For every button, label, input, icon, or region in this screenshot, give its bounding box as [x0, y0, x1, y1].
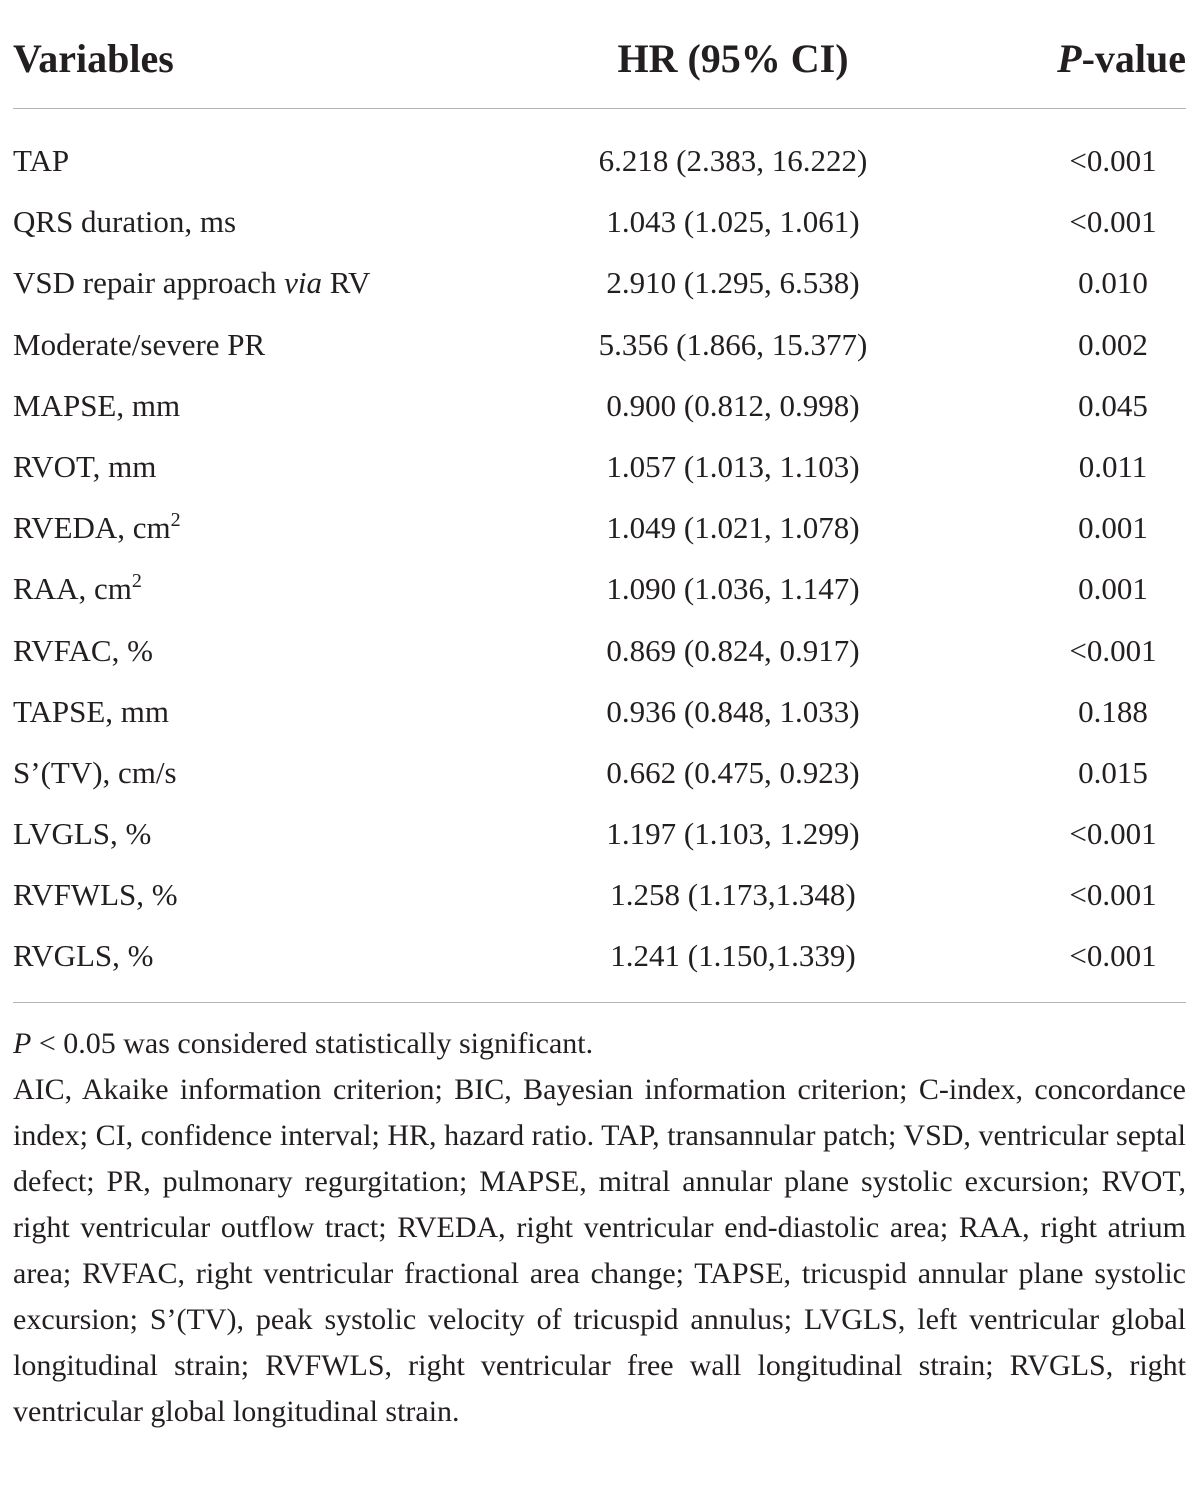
row-hr: 1.090 (1.036, 1.147): [606, 571, 860, 607]
superscript: 2: [131, 570, 142, 593]
row-hr: 1.258 (1.173,1.348): [610, 877, 856, 913]
table-row: [0, 498, 1200, 559]
row-hr: 6.218 (2.383, 16.222): [598, 143, 868, 178]
header-variables: Variables: [13, 36, 174, 81]
row-variable: QRS duration, ms: [13, 204, 237, 240]
row-p-value: <0.001: [1069, 143, 1157, 178]
row-p-value: 0.015: [1078, 754, 1148, 790]
table-row: [0, 559, 1200, 620]
variable-italic: via: [284, 265, 323, 301]
header-rule: [13, 108, 1186, 109]
row-p-value: 0.011: [1078, 448, 1148, 484]
significance-note: [13, 1021, 1186, 1067]
row-variable: RVFAC, %: [13, 632, 153, 668]
row-variable: MAPSE, mm: [13, 387, 181, 423]
row-hr: 1.049 (1.021, 1.078): [606, 510, 860, 546]
table-row: [0, 682, 1200, 743]
significance-p-italic: P: [13, 1027, 32, 1060]
table-header: [0, 0, 1200, 108]
row-variable: S’(TV), cm/s: [13, 754, 177, 790]
table-row: [0, 315, 1200, 376]
row-variable: [13, 263, 370, 303]
abbreviations-note: AIC, Akaike information criterion; BIC, Bayesian information criterion; C-index, concordance index; CI, confidence interval; HR, hazard ratio. TAP, transannular patch; VSD, ventricular septal defect; PR, pulmonary regurgitation; MAPSE, mitral annular plane systolic excursion; RVOT, right ventricular outflow tract; RVEDA, right ventricular end-diastolic area; RAA, right atrium area; RVFAC, right ventricular fractional area change; TAPSE, tricuspid annular plane systolic excursion; S’(TV), peak systolic velocity of tricuspid annulus; LVGLS, left ventricular global longitudinal strain; RVFWLS, right ventricular free wall longitudinal strain; RVGLS, right ventricular global longitudinal strain.: [13, 1073, 1186, 1428]
header-p-italic: P: [1057, 36, 1082, 81]
table-row: [0, 253, 1200, 314]
header-p-value: [1040, 36, 1186, 82]
row-p-value: 0.045: [1078, 387, 1148, 423]
table-row: [0, 376, 1200, 437]
row-hr: 0.869 (0.824, 0.917): [606, 632, 860, 668]
row-p-value: <0.001: [1069, 816, 1157, 852]
table-row: [0, 743, 1200, 804]
header-hr: HR (95% CI): [617, 36, 849, 81]
table-row: [0, 437, 1200, 498]
row-variable: LVGLS, %: [13, 816, 152, 852]
row-hr: 1.241 (1.150,1.339): [610, 938, 856, 974]
table-row: [0, 131, 1200, 192]
row-p-value: <0.001: [1069, 632, 1157, 668]
row-hr: 1.057 (1.013, 1.103): [606, 448, 860, 484]
row-variable: RVOT, mm: [13, 448, 157, 484]
row-variable: [13, 569, 142, 609]
row-p-value: <0.001: [1069, 938, 1157, 974]
row-p-value: 0.010: [1078, 265, 1148, 301]
row-hr: 5.356 (1.866, 15.377): [598, 326, 868, 362]
row-hr: 0.662 (0.475, 0.923): [606, 754, 860, 790]
row-hr: 1.197 (1.103, 1.299): [606, 816, 860, 852]
row-variable: TAPSE, mm: [13, 693, 169, 729]
row-variable: Moderate/severe PR: [13, 326, 266, 362]
row-p-value: <0.001: [1069, 204, 1157, 240]
row-hr: 0.936 (0.848, 1.033): [606, 693, 860, 729]
row-hr: 2.910 (1.295, 6.538): [606, 265, 860, 301]
variable-text: VSD repair approach: [13, 265, 285, 301]
variable-text: RAA, cm: [13, 571, 132, 607]
row-p-value: 0.188: [1078, 693, 1148, 729]
row-variable: RVGLS, %: [13, 938, 154, 974]
row-p-value: <0.001: [1069, 877, 1157, 913]
row-p-value: 0.002: [1078, 326, 1148, 362]
row-p-value: 0.001: [1078, 571, 1148, 607]
row-hr: 1.043 (1.025, 1.061): [606, 204, 860, 240]
row-hr: 0.900 (0.812, 0.998): [606, 387, 860, 423]
table-row: [0, 621, 1200, 682]
header-p-rest: -value: [1081, 36, 1186, 81]
row-variable: [13, 508, 181, 548]
variable-text-end: RV: [322, 265, 371, 301]
table-row: [0, 804, 1200, 865]
significance-text: < 0.05 was considered statistically significant.: [31, 1027, 594, 1060]
variable-text: RVEDA, cm: [13, 510, 171, 546]
row-variable: TAP: [13, 143, 70, 178]
table-row: [0, 192, 1200, 253]
footer-rule: [13, 1002, 1186, 1003]
table-row: [0, 865, 1200, 926]
table-row: [0, 926, 1200, 987]
row-p-value: 0.001: [1078, 510, 1148, 546]
table-footnotes: [13, 1021, 1186, 1435]
superscript: 2: [170, 509, 181, 532]
row-variable: RVFWLS, %: [13, 877, 178, 913]
table-body: [0, 131, 1200, 988]
